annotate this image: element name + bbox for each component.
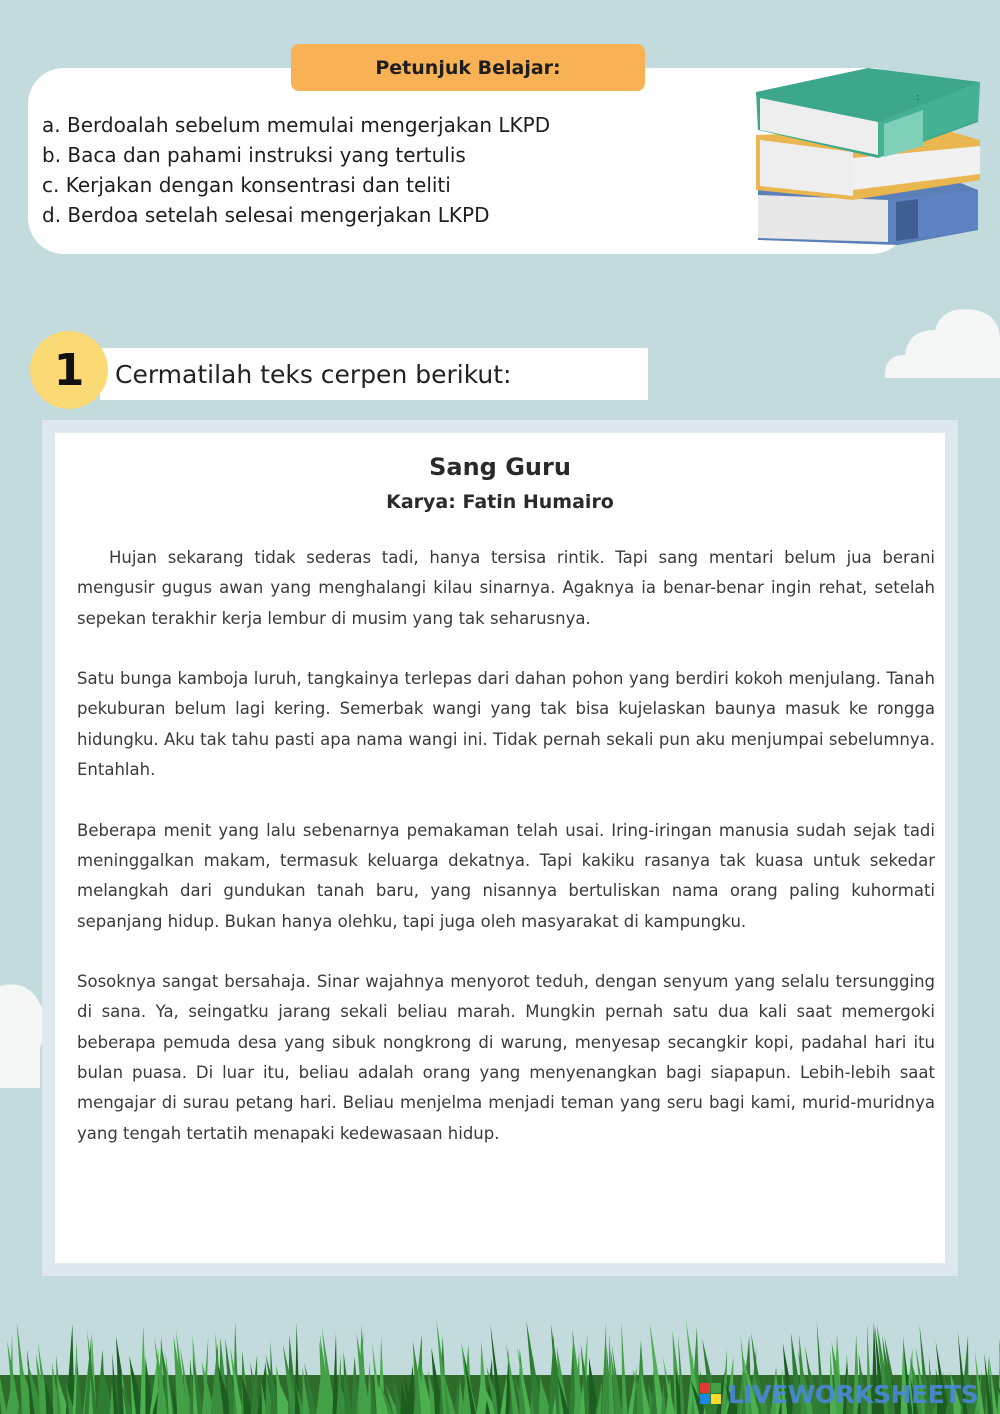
story-paragraph: Satu bunga kamboja luruh, tangkainya terlepas dari dahan pohon yang berdiri kokoh menjulang. Tanah pekuburan belum lagi kering. Semerbak wangi yang tak bisa kujelaskan baunya masuk ke rongga hidungku. Aku tak tahu pasti apa nama wangi ini. Tidak pernah sekali pun aku menjumpai sebelumnya. Entahlah. — [77, 669, 935, 780]
story-panel — [55, 433, 945, 1263]
question-number-badge: 1 — [30, 331, 108, 409]
question-prompt: Cermatilah teks cerpen berikut: — [115, 359, 512, 389]
instruction-item: c. Kerjakan dengan konsentrasi dan teliti — [42, 173, 451, 197]
watermark-text: LIVEWORKSHEETS — [728, 1379, 979, 1409]
cloud-decoration — [0, 978, 48, 1088]
story-frame — [42, 420, 958, 1276]
story-paragraph: Hujan sekarang tidak sederas tadi, hanya tersisa rintik. Tapi sang mentari belum jua berani mengusir gugus awan yang menghalangi kilau sinarnya. Agaknya ia benar-benar ingin rehat, setelah sepekan terakhir kerja lembur di musim yang tak seharusnya. — [77, 548, 935, 628]
svg-text::: : — [916, 92, 920, 103]
question-prompt-banner — [100, 348, 648, 400]
story-title: Sang Guru — [429, 453, 571, 481]
story-author: Karya: Fatin Humairo — [386, 491, 614, 513]
story-paragraph: Sosoknya sangat bersahaja. Sinar wajahnya menyorot teduh, dengan senyum yang selalu tersungging di sana. Ya, seingatku jarang sekali beliau marah. Mungkin pernah satu dua kali saat memergoki beberapa pemuda desa yang sibuk nongkrong di warung, menyesap secangkir kopi, padahal hari itu bulan puasa. Di luar itu, beliau adalah orang yang menyenangkan bagi siapapun. Lebih-lebih saat mengajar di surau petang hari. Beliau menjelma menjadi teman yang seru bagi kami, murid-muridnya yang tengah tertatih menapaki kedewasaan hidup. — [77, 972, 935, 1143]
story-paragraph: Beberapa menit yang lalu sebenarnya pemakaman telah usai. Iring-iringan manusia sudah sejak tadi meninggalkan makam, termasuk keluarga dekatnya. Tapi kakiku rasanya tak kuasa untuk sekedar melangkah dari gundukan tanah baru, yang nisannya bertuliskan nama orang paling kuhormati sepanjang hidup. Bukan hanya olehku, tapi juga oleh masyarakat di kampungku. — [77, 820, 935, 931]
story-body — [77, 543, 935, 1179]
books-illustration — [748, 60, 988, 255]
liveworksheets-watermark — [700, 1380, 990, 1408]
cloud-decoration — [880, 300, 1000, 378]
instructions-list — [42, 110, 550, 230]
instruction-item: a. Berdoalah sebelum memulai mengerjakan LKPD — [42, 113, 551, 137]
liveworksheets-logo-icon — [700, 1383, 722, 1405]
instruction-item: d. Berdoa setelah selesai mengerjakan LKPD — [42, 203, 490, 227]
instructions-title: Petunjuk Belajar: — [291, 44, 645, 91]
instruction-item: b. Baca dan pahami instruksi yang tertulis — [42, 143, 466, 167]
